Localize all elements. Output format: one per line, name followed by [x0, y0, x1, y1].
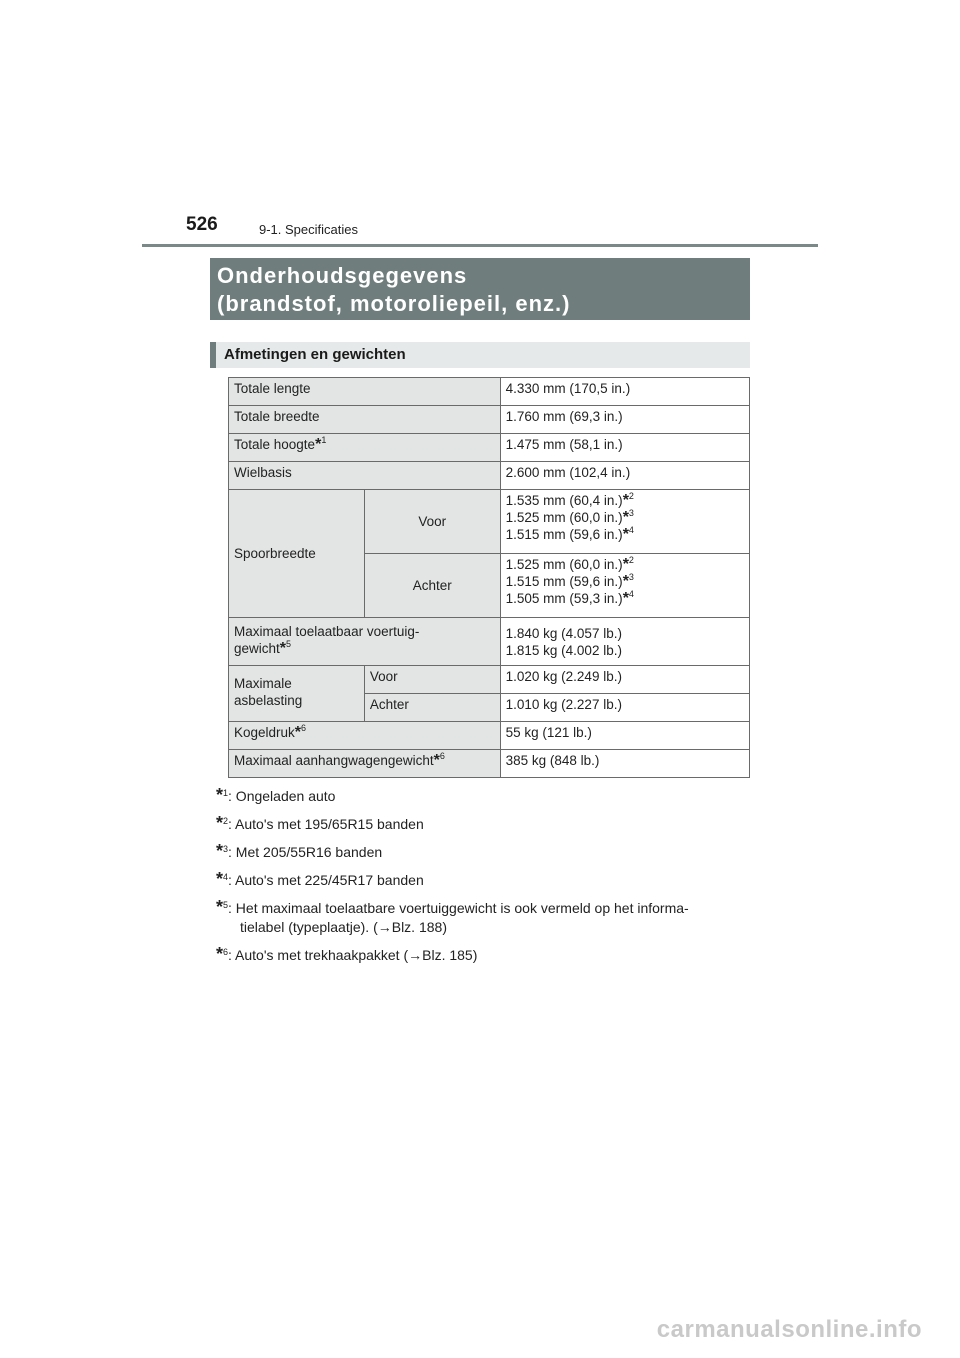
row-label: Maximaal toelaatbaar voertuig-: [234, 624, 420, 639]
footnote-star: *: [216, 785, 224, 805]
value-line: [506, 590, 744, 607]
footnotes: [216, 786, 750, 973]
footnote-star: *: [216, 813, 224, 833]
value-line: 1.815 kg (4.002 lb.): [505, 643, 622, 658]
footnote-star: *: [216, 897, 224, 917]
row-label: Totale lengte: [229, 378, 501, 406]
footnote-ref: 4: [628, 589, 634, 599]
footnote-star: *: [433, 752, 440, 769]
row-sublabel: Voor: [364, 490, 500, 554]
footnote-star: *: [294, 724, 302, 741]
value-text: 1.505 mm (59,3 in.): [505, 591, 623, 606]
value-line: [506, 492, 744, 509]
row-sublabel: Voor: [364, 666, 500, 694]
footnote-star: *: [622, 526, 629, 543]
table-row: [229, 618, 750, 666]
row-label: Maximale: [234, 676, 292, 691]
value-line: [506, 509, 744, 526]
footnote-number: 2: [223, 816, 229, 826]
page-title-line-2: (brandstof, motoroliepeil, enz.): [217, 291, 571, 316]
footnote: [216, 814, 750, 834]
footnote-ref: 6: [439, 751, 445, 761]
row-label: Totale hoogte: [234, 437, 316, 452]
footnote-ref: 6: [301, 723, 307, 733]
footnote: [216, 786, 750, 806]
row-label-cell: [229, 666, 365, 722]
table-row: [229, 490, 750, 554]
row-label-cell: [229, 618, 501, 666]
footnote-ref: 4: [628, 525, 634, 535]
footnote-star: *: [622, 590, 629, 607]
footnote-text: : Auto's met trekhaakpakket (→Blz. 185): [228, 947, 478, 963]
row-value: 1.475 mm (58,1 in.): [500, 434, 749, 462]
table-row: [229, 378, 750, 406]
page-number: 526: [186, 214, 218, 235]
section-heading-text: Afmetingen en gewichten: [224, 346, 406, 363]
row-value-multi: [500, 490, 749, 554]
footnote-text: : Auto's met 225/45R17 banden: [228, 872, 424, 888]
row-value-multi: [500, 554, 749, 618]
row-sublabel: Achter: [364, 694, 500, 722]
footnote-star: *: [216, 869, 224, 889]
footnote: [216, 945, 750, 965]
footnote-star: *: [216, 841, 224, 861]
footnote-star: *: [622, 573, 629, 590]
row-value: 385 kg (848 lb.): [500, 750, 749, 778]
watermark: carmanualsonline.info: [656, 1316, 922, 1343]
footnote-ref: 2: [628, 555, 634, 565]
specifications-table: [228, 377, 750, 778]
footnote-star: *: [622, 492, 629, 509]
page-title: [210, 258, 750, 320]
footnote-ref: 3: [628, 508, 634, 518]
row-value-multi: [500, 618, 749, 666]
footnote-star: *: [622, 509, 629, 526]
value-line: [506, 556, 744, 573]
row-label-cell: [229, 750, 501, 778]
row-label: Wielbasis: [229, 462, 501, 490]
row-value: 2.600 mm (102,4 in.): [500, 462, 749, 490]
row-label: gewicht: [234, 641, 280, 656]
footnote-ref: 1: [321, 435, 327, 445]
value-line: [506, 526, 744, 543]
row-value: 55 kg (121 lb.): [500, 722, 749, 750]
row-label: Kogeldruk: [234, 725, 295, 740]
table-row: [229, 722, 750, 750]
footnote-ref: 3: [628, 572, 634, 582]
value-text: 1.515 mm (59,6 in.): [505, 527, 623, 542]
footnote-number: 4: [223, 872, 229, 882]
footnote-text: : Het maximaal toelaatbare voertuiggewicht is ook vermeld op het informa-: [228, 900, 689, 916]
footnote-star: *: [279, 640, 287, 657]
footnote-star: *: [622, 556, 629, 573]
row-label: Spoorbreedte: [229, 490, 365, 618]
header-divider: [142, 244, 818, 247]
row-label-cell: [229, 434, 501, 462]
table-row: [229, 750, 750, 778]
footnote: [216, 870, 750, 890]
value-text: 1.535 mm (60,4 in.): [505, 493, 623, 508]
footnote: [216, 842, 750, 862]
footnote-number: 5: [223, 900, 229, 910]
value-text: 1.525 mm (60,0 in.): [505, 557, 623, 572]
table-row: [229, 666, 750, 694]
row-label: asbelasting: [234, 693, 303, 708]
row-label: Totale breedte: [229, 406, 501, 434]
footnote-text: : Ongeladen auto: [228, 788, 336, 804]
table-row: [229, 406, 750, 434]
page-title-line-1: Onderhoudsgegevens: [217, 263, 468, 288]
footnote-star: *: [216, 944, 224, 964]
row-value: 1.010 kg (2.227 lb.): [500, 694, 749, 722]
footnote-star: *: [315, 436, 322, 453]
row-label: Maximaal aanhangwagengewicht: [234, 753, 434, 768]
row-value: 4.330 mm (170,5 in.): [500, 378, 749, 406]
value-line: [506, 573, 744, 590]
row-value: 1.760 mm (69,3 in.): [500, 406, 749, 434]
footnote-text: : Met 205/55R16 banden: [228, 844, 383, 860]
value-line: 1.840 kg (4.057 lb.): [505, 626, 622, 641]
footnote-number: 1: [223, 788, 229, 798]
section-heading: [210, 342, 750, 368]
footnote-ref: 2: [628, 491, 634, 501]
footnote-number: 3: [223, 844, 229, 854]
table-row: [229, 434, 750, 462]
footnote: [216, 898, 750, 937]
footnote-text-continued: tielabel (typeplaatje). (→Blz. 188): [240, 919, 447, 935]
row-value: 1.020 kg (2.249 lb.): [500, 666, 749, 694]
row-label-cell: [229, 722, 501, 750]
footnote-number: 6: [223, 947, 229, 957]
value-text: 1.515 mm (59,6 in.): [505, 574, 623, 589]
value-text: 1.525 mm (60,0 in.): [505, 510, 623, 525]
footnote-ref: 5: [286, 639, 292, 649]
section-breadcrumb: 9-1. Specificaties: [259, 222, 358, 237]
table-row: [229, 462, 750, 490]
footnote-text: : Auto's met 195/65R15 banden: [228, 816, 424, 832]
row-sublabel: Achter: [364, 554, 500, 618]
